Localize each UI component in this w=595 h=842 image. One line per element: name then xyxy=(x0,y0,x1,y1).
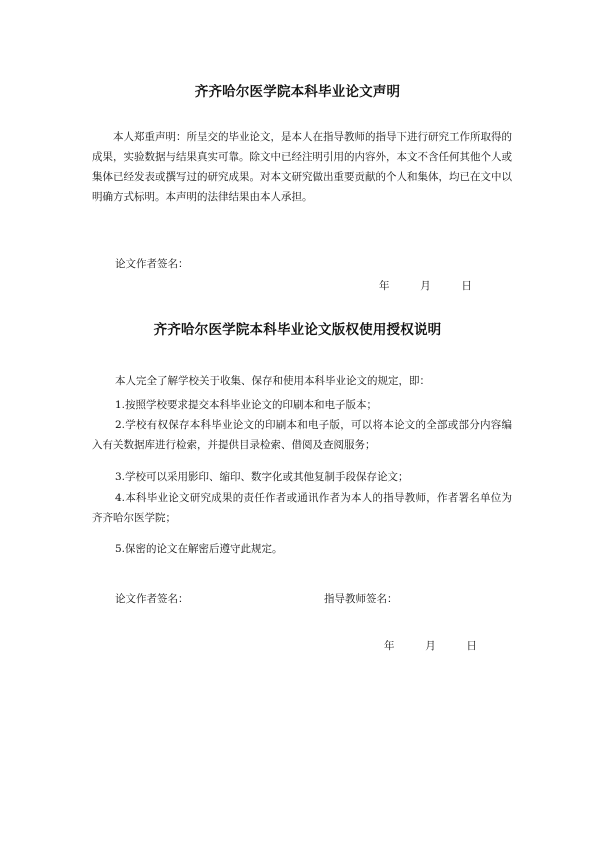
authorization-date-month: 月 xyxy=(425,640,436,652)
authorization-intro: 本人完全了解学校关于收集、保存和使用本科毕业论文的规定，即： xyxy=(115,375,430,387)
authorization-advisor-signature-label: 指导教师签名： xyxy=(324,593,398,605)
authorization-author-signature-label: 论文作者签名： xyxy=(115,593,189,605)
authorization-item-3: 3.学校可以采用影印、缩印、数字化或其他复制手段保存论文； xyxy=(115,471,409,483)
declaration-date-line xyxy=(379,276,472,296)
authorization-item-5: 5.保密的论文在解密后遵守此规定。 xyxy=(115,543,283,555)
authorization-date-year: 年 xyxy=(384,640,395,652)
declaration-paragraph: 本人郑重声明：所呈交的毕业论文，是本人在指导教师的指导下进行研究工作所取得的成果，实验数据与结果真实可靠。除文中已经注明引用的内容外，本文不含任何其他个人或集体已经发表或撰写过的研究成果。对本文研究做出重要贡献的个人和集体，均已在文中以明确方式标明。本声明的法律结果由本人承担。 xyxy=(92,131,512,203)
authorization-item-1: 1.按照学校要求提交本科毕业论文的印刷本和电子版本； xyxy=(115,399,378,411)
declaration-author-signature-label: 论文作者签名： xyxy=(115,258,189,270)
authorization-date-line xyxy=(384,636,477,656)
authorization-date-day: 日 xyxy=(466,640,477,652)
authorization-title: 齐齐哈尔医学院本科毕业论文版权使用授权说明 xyxy=(153,322,442,338)
declaration-date-year: 年 xyxy=(379,280,390,292)
declaration-date-month: 月 xyxy=(420,280,431,292)
declaration-title: 齐齐哈尔医学院本科毕业论文声明 xyxy=(194,84,401,100)
authorization-item-2: 2.学校有权保存本科毕业论文的印刷本和电子版，可以将本论文的全部或部分内容编入有关数据库进行检索，并提供目录检索、借阅及查阅服务； xyxy=(92,419,512,451)
authorization-item-4: 4.本科毕业论文研究成果的责任作者或通讯作者为本人的指导教师，作者署名单位为齐齐哈尔医学院； xyxy=(92,492,512,524)
declaration-date-day: 日 xyxy=(461,280,472,292)
